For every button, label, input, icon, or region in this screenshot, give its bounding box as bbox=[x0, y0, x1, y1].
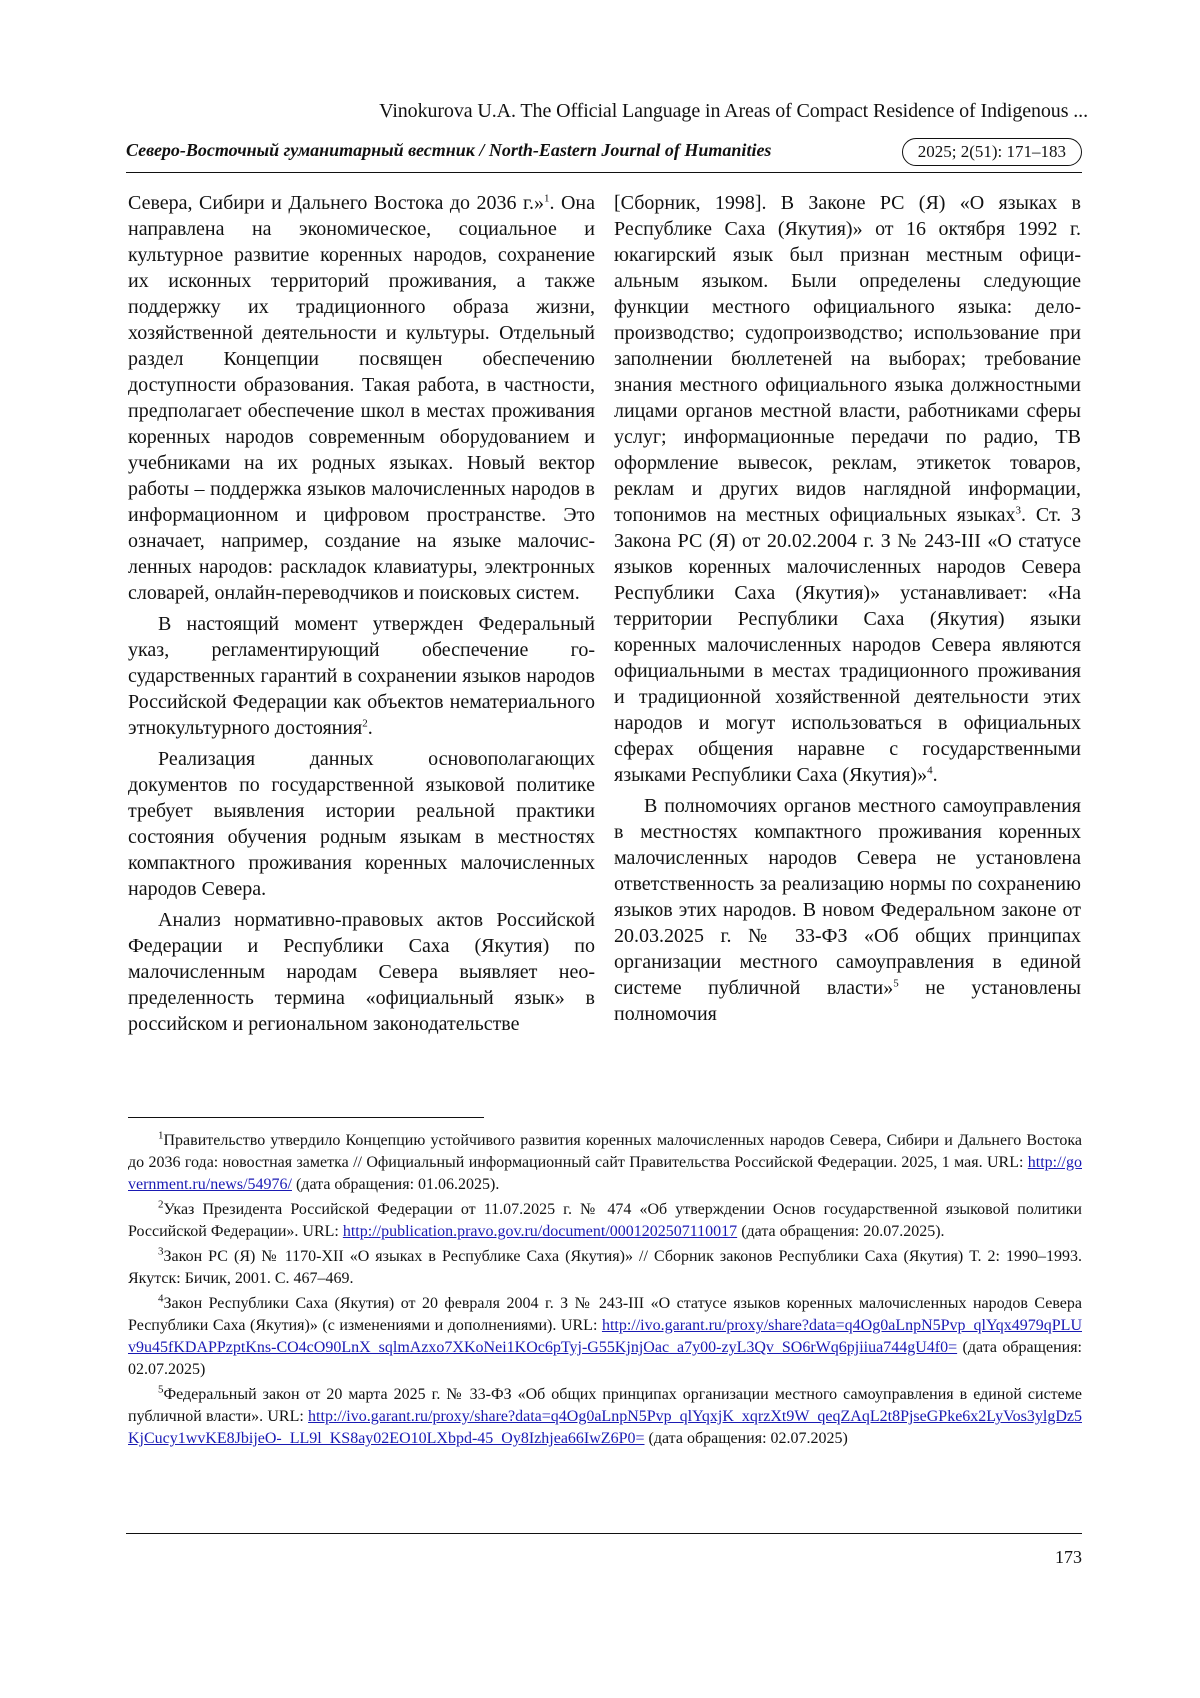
footnote-ref[interactable]: 1 bbox=[543, 192, 550, 205]
footnote-ref[interactable]: 2 bbox=[362, 717, 368, 730]
issue-badge: 2025; 2(51): 171–183 bbox=[902, 138, 1082, 166]
paragraph-text: . bbox=[367, 717, 373, 739]
paragraph-text: В полномочиях органов местного самоуправления в местностях компактного проживания коренных малочисленных народов Севера не установлена ответственность за реализацию нормы по сохранению языков этих народов. В новом Федеральном законе от 20.03.2025 г. № 33-ФЗ «Об общих принципах организации местного самоуправления в единой системе публичной власти» bbox=[614, 795, 1081, 999]
footnote-ref[interactable]: 5 bbox=[893, 977, 899, 990]
footnote-tail: (дата обращения: 02.07.2025) bbox=[644, 1430, 848, 1447]
footnote-tail: (дата обращения: 01.06.2025). bbox=[291, 1176, 500, 1193]
footnote-link[interactable]: http://publication.pravo.gov.ru/document/0001202507110017 bbox=[342, 1223, 738, 1240]
footnote-number: 2 bbox=[158, 1198, 164, 1211]
paragraph-text: . Ст. 3 Закона РС (Я) от 20.02.2004 г. З № 243-III «О статусе языков коренных малочисленных народов Севера Республики Саха (Якутия)» устанавливает: «На территории Республики Саха (Якутия) языки коренных малочисленных народов Севера являются официальными в местах традиционного проживания и традиционной хозяйственной деятельности этих народов и могут использоваться в официальных сферах общения наравне с государственными языками Республики Саха (Якутия)» bbox=[614, 504, 1082, 786]
footnote bbox=[128, 1384, 1082, 1450]
paragraph bbox=[128, 190, 595, 606]
footnote bbox=[128, 1130, 1082, 1196]
paragraph-text: . bbox=[932, 764, 938, 786]
footnote-number: 4 bbox=[158, 1292, 164, 1305]
paragraph-text: Севера, Сибири и Дальнего Востока до 2036 г.» bbox=[128, 192, 544, 214]
footnote-text: Закон Республики Саха (Якутия) от 20 февраля 2004 г. З № 243-III «О статусе языков коренных малочисленных народов Севера Республики Саха (Якутия)» (с изменениями и дополнениями). URL: bbox=[128, 1295, 1082, 1334]
paragraph-text: . Она направлена на экономическое, социальное и культурное развитие коренных народов, сохранение их исконных территорий проживания, а также поддержку их традиционного образа жизни, хозяйственной деятельности и культуры. Отдельный раздел Концепции посвящен обеспечению доступности образования. Такая работа, в частности, предполагает обеспечение школ в местах проживания коренных народов современным оборудованием и учебниками на их родных языках. Новый вектор работы – поддержка языков малочисленных народов в информационном и цифровом пространстве. Это означает, например, создание на языке малочисленных народов: раскладок клавиатуры, электронных словарей, онлайн-переводчиков и поисковых систем. bbox=[128, 192, 595, 604]
footnote-text: Федеральный закон от 20 марта 2025 г. № 33-ФЗ «Об общих принципах организации местного самоуправления в единой системе публичной власти». URL: bbox=[128, 1386, 1082, 1425]
footnote-tail: (дата обращения: 20.07.2025). bbox=[737, 1223, 945, 1240]
footnote-link[interactable]: http://ivo.garant.ru/proxy/share?data=q4Og0aLnpN5Pvp_qlYqxjK_xqrzXt9W_qeqZAqL2t8PjseGPke6x2LyVos3ylgDz5KjCucy1wvKE8JbijeO-_LL9l_KS8ay02EO10LXbpd-45_Oy8Izhjea66IwZ6P0= bbox=[128, 1408, 1082, 1447]
footnote-text: Правительство утвердило Концепцию устойчивого развития коренных малочисленных народов Севера, Сибири и Дальнего Востока до 2036 года: новостная заметка // Официальный информационный сайт Правительства Российской Федерации. 2025, 1 мая. URL: bbox=[128, 1132, 1082, 1171]
right-column bbox=[614, 190, 1081, 1032]
footnote bbox=[128, 1199, 1082, 1243]
running-title: Vinokurova U.A. The Official Language in Areas of Compact Residence of Indigenous ... bbox=[379, 100, 1088, 122]
paragraph-text: не установлены полномочия bbox=[614, 977, 1081, 1025]
footnote bbox=[128, 1246, 1082, 1290]
paragraph bbox=[614, 793, 1081, 1027]
journal-header bbox=[126, 136, 1082, 173]
paragraph bbox=[128, 611, 595, 741]
footnote-tail: (дата обращения: 02.07.2025) bbox=[128, 1339, 1082, 1378]
page-number: 173 bbox=[1055, 1547, 1082, 1567]
footnote bbox=[128, 1293, 1082, 1381]
journal-name: Северо-Восточный гуманитарный вестник / North-Eastern Journal of Humanities bbox=[126, 140, 772, 160]
footnote-number: 1 bbox=[158, 1129, 164, 1142]
paragraph: Реализация данных основополагающих документов по государственной языковой политике требует выявления истории реальной практики состояния обучения родным языкам в местностях компактного проживания коренных малочисленных народов Севера. bbox=[128, 748, 595, 900]
footnote-number: 3 bbox=[158, 1245, 164, 1258]
footnote-number: 5 bbox=[158, 1383, 164, 1396]
left-column bbox=[128, 190, 595, 1042]
footnote-ref[interactable]: 3 bbox=[1015, 504, 1022, 517]
paragraph-text: [Сборник, 1998]. В Законе РС (Я) «О языках в Республике Саха (Якутия)» от 16 октября 1992 г. юкагирский язык был признан местным официальным языком. Были определены следующие функции местного официального языка: делопроизводство; судопроизводство; использование при заполнении бюллетеней на выборах; требование знания местного официального языка должностными лицами органов местной власти, работниками сферы услуг; информационные передачи по радио, ТВ оформление вывесок, реклам, этикеток товаров, реклам и других видов наглядной информации, топонимов на местных официальных языках bbox=[614, 192, 1081, 526]
footnote-text: Указ Президента Российской Федерации от 11.07.2025 г. № 474 «Об утверждении Основ государственной языковой политики Российской Федерации». URL: bbox=[128, 1201, 1082, 1240]
footnote-divider bbox=[128, 1117, 484, 1118]
footnote-ref[interactable]: 4 bbox=[927, 764, 933, 777]
paragraph-text: В настоящий момент утвержден Федеральный указ, регламентирующий обеспечение государственных гарантий в сохранении языков народов Российской Федерации как объектов нематериального этнокультурного достояния bbox=[128, 613, 595, 739]
footnotes bbox=[128, 1130, 1082, 1453]
footnote-text: Закон РС (Я) № 1170-XII «О языках в Республике Саха (Якутия)» // Сборник законов Республики Саха (Якутия) Т. 2: 1990–1993. Якутск: Бичик, 2001. С. 467–469. bbox=[128, 1248, 1082, 1287]
bottom-divider bbox=[126, 1533, 1082, 1534]
footnote-link[interactable]: http://ivo.garant.ru/proxy/share?data=q4Og0aLnpN5Pvp_qlYqx4979qPLUv9u45fKDAPPzptKns-CO4cO90LnX_sqlmAzxo7XKoNei1KOc6pTyj-G55KjnjOac_a7y00-zyL3Qv_SO6rWq6pjiiua744gU4f0= bbox=[128, 1317, 1082, 1356]
paragraph bbox=[614, 190, 1081, 788]
paragraph: Анализ нормативно-правовых актов Российской Федерации и Республики Саха (Якутия) по малочисленным народам Севера выявляет неопределенность термина «официальный язык» в российском и региональном законодательстве bbox=[128, 909, 595, 1035]
footnote-link[interactable]: http://government.ru/news/54976/ bbox=[128, 1154, 1082, 1193]
